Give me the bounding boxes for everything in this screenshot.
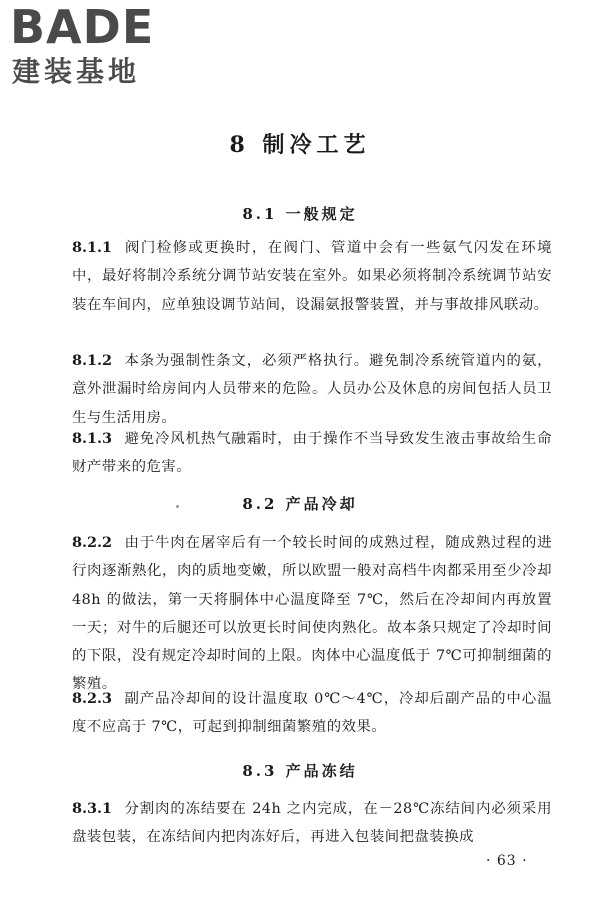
clause-text: 分割肉的冻结要在 24h 之内完成，在－28℃冻结间内必须采用盘装包装，在冻结间内把肉冻好后，再进入包装间把盘装换成 [72, 801, 552, 846]
chapter-title: 8 制冷工艺 [229, 132, 371, 158]
clause-8-1-2 [72, 347, 552, 432]
clause-number: 8.1.1 [72, 239, 113, 256]
clause-text: 阀门检修或更换时，在阀门、管道中会有一些氨气闪发在环境中，最好将制冷系统分调节站安装在室外。如果必须将制冷系统调节站安装在车间内，应单独设调节站间，设漏氨报警装置，并与事故排风联动。 [72, 240, 552, 313]
clause-number: 8.3.1 [72, 800, 113, 817]
clause-8-2-2 [72, 529, 552, 699]
logo-subtitle: 建装基地 [12, 55, 141, 88]
clause-text: 本条为强制性条文，必须严格执行。避免制冷系统管道内的氨，意外泄漏时给房间内人员带来的危险。人员办公及休息的房间包括人员卫生与生活用房。 [72, 353, 552, 426]
section-heading-8-1: 8.1 一般规定 [242, 205, 358, 223]
clause-number: 8.2.3 [72, 690, 113, 707]
clause-number: 8.1.3 [72, 430, 113, 447]
section-heading-8-2: 8.2 产品冷却 [242, 495, 358, 513]
clause-8-1-1 [72, 234, 552, 319]
logo-wordmark: BADE [10, 0, 155, 54]
clause-8-2-3 [72, 685, 552, 742]
clause-text: 避免冷风机热气融霜时，由于操作不当导致发生液击事故给生命财产带来的危害。 [72, 431, 552, 476]
clause-text: 由于牛肉在屠宰后有一个较长时间的成熟过程，随成熟过程的进行肉逐渐熟化，肉的质地变嫩，所以欧盟一般对高档牛肉都采用至少冷却 48h 的做法，第一天将胴体中心温度降至 7℃，然后在冷却间内再放置一天；对牛的后腿还可以放更长时间使肉熟化。故本条只规定了冷却时间的下限，没有规定冷却时间的上限。肉体中心温度低于 7℃可抑制细菌的繁殖。 [72, 535, 552, 693]
clause-number: 8.1.2 [72, 352, 113, 369]
clause-8-1-3 [72, 425, 552, 482]
clause-8-3-1 [72, 795, 552, 852]
bade-logo [10, 2, 180, 92]
clause-number: 8.2.2 [72, 534, 113, 551]
page-number: · 63 · [486, 853, 528, 869]
clause-text: 副产品冷却间的设计温度取 0℃～4℃，冷却后副产品的中心温度不应高于 7℃，可起到抑制细菌繁殖的效果。 [72, 691, 552, 736]
section-heading-8-3: 8.3 产品冻结 [242, 762, 358, 780]
